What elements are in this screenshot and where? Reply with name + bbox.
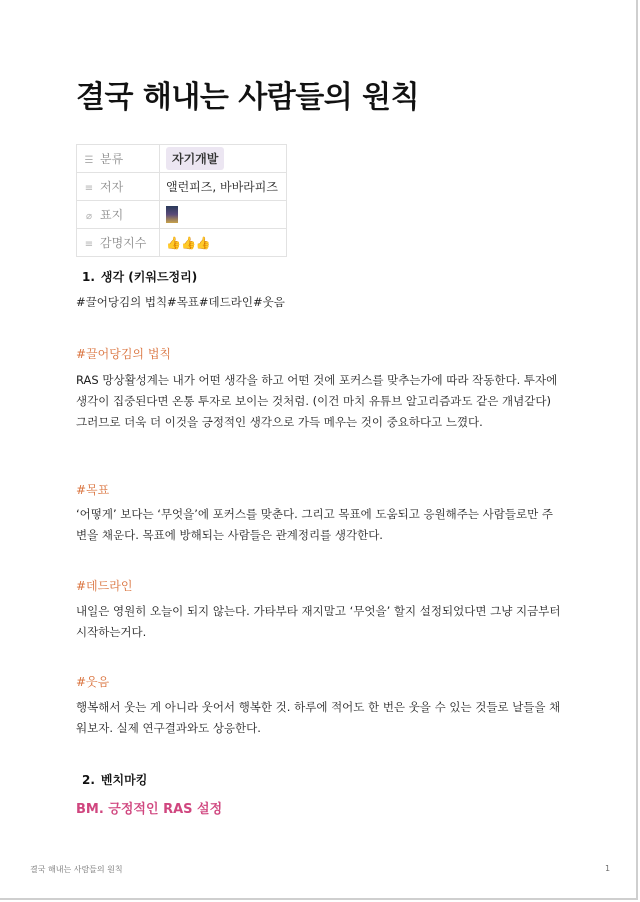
keyword-body: 내일은 영원히 오늘이 되지 않는다. 가타부타 재지말고 ‘무엇을’ 할지 설정되었다면 그냥 지금부터 시작하는거다. [76, 604, 561, 639]
page-title: 결국 해내는 사람들의 원칙 [76, 80, 420, 115]
section-title: 벤치마킹 [100, 773, 148, 787]
keyword-heading: #데드라인 [76, 579, 133, 593]
property-value-rating[interactable]: 👍👍👍 [160, 229, 287, 257]
text-lines-icon: ≡ [84, 239, 94, 250]
keyword-heading: #목표 [76, 483, 110, 497]
book-cover-thumbnail[interactable] [166, 206, 178, 223]
section-heading-thoughts [82, 268, 197, 285]
property-key-rating [77, 229, 160, 257]
footer-doc-title: 결국 해내는 사람들의 원칙 [30, 865, 123, 874]
property-value-cover[interactable] [160, 201, 287, 229]
section-heading-benchmarking [82, 771, 147, 788]
property-value-category[interactable] [160, 145, 287, 173]
keyword-body: ‘어떻게’ 보다는 ‘무엇을’에 포커스를 맞춘다. 그리고 목표에 도움되고 응원해주는 사람들로만 주변을 채운다. 목표에 방해되는 사람들은 관계정리를 생각한다. [76, 507, 553, 542]
keyword-body: 행복해서 웃는 게 아니라 웃어서 행복한 것. 하루에 적어도 한 번은 웃을 수 있는 것들로 날들을 채워보자. 실제 연구결과와도 상응한다. [76, 700, 561, 735]
property-key-label: 감명지수 [100, 236, 147, 250]
property-key-label: 분류 [100, 152, 124, 166]
property-row-category [77, 145, 287, 173]
benchmark-subheading: BM. 긍정적인 RAS 설정 [76, 802, 223, 817]
properties-table [76, 144, 287, 257]
section-number: 1. [82, 270, 95, 284]
property-key-label: 표지 [100, 208, 124, 222]
property-key-author [77, 173, 160, 201]
property-key-cover [77, 201, 160, 229]
list-icon: ☰ [84, 155, 94, 166]
category-tag[interactable]: 자기개발 [166, 147, 224, 170]
footer-page-number: 1 [605, 864, 611, 873]
keyword-heading: #끌어당김의 법칙 [76, 347, 172, 361]
text-lines-icon: ≡ [84, 183, 94, 194]
property-value-author[interactable]: 앨런피즈, 바바라피즈 [160, 173, 287, 201]
section-title: 생각 (키워드정리) [100, 270, 198, 284]
paperclip-icon: ⌀ [85, 211, 93, 222]
keyword-tags-line: #끌어당김의 법칙#목표#데드라인#웃음 [76, 295, 285, 309]
keyword-heading: #웃음 [76, 675, 110, 689]
keyword-body: RAS 망상활성계는 내가 어떤 생각을 하고 어떤 것에 포커스를 맞추는가에 따라 작동한다. 투자에 생각이 집중된다면 온통 투자로 보이는 것처럼. (이건 마치 유튜브 알고리즘과도 같은 개념같다) 그러므로 더욱 더 이것을 긍정적인 생각으로 가득 메우는 것이 중요하다고 느꼈다. [76, 373, 558, 429]
property-row-rating [77, 229, 287, 257]
section-number: 2. [82, 773, 95, 787]
property-row-cover [77, 201, 287, 229]
property-row-author [77, 173, 287, 201]
property-key-label: 저자 [100, 180, 124, 194]
property-key-category [77, 145, 160, 173]
